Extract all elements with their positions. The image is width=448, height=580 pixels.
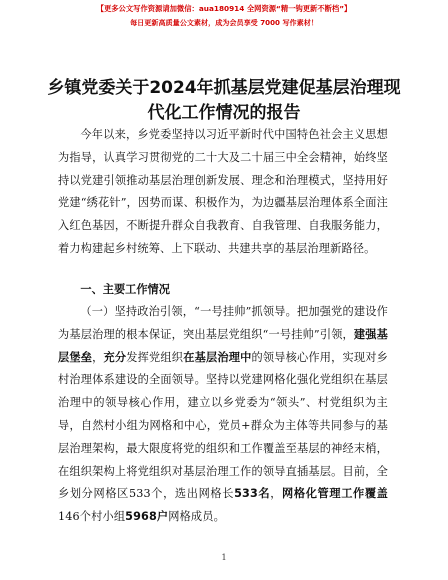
paragraph-text: （一）坚持政治引领，“一号挂帅”抓领导。把加强党的建设作为基层治理的根本保证，突出基层党组织“一号挂帅”引领， (58, 305, 388, 341)
bold-text: 在基层治理中 (183, 350, 252, 364)
promo-banner (0, 2, 448, 30)
paragraph-text: 146个村小组 (58, 510, 126, 524)
promo-banner-line1: 【更多公文写作资源请加微信：aua180914 全网资源“精一钩更新不断档”】 (96, 4, 352, 13)
paragraph-text: ， (270, 487, 283, 501)
paragraph-text: 发挥党组织 (126, 350, 184, 364)
bold-text: 5968户 (125, 510, 169, 524)
section-heading: 一、主要工作情况 (80, 283, 170, 296)
bold-text: 533名 (234, 487, 271, 501)
body-paragraph (58, 301, 388, 529)
paragraph-text: ， (92, 350, 104, 364)
bold-text: 网格化管理工作覆盖 (282, 487, 389, 501)
bold-text: 建强基层堡垒 (58, 327, 388, 364)
promo-banner-line2: 每日更新高质量公文素材，成为会员享受 7000 写作素材！ (130, 18, 318, 27)
paragraph-text: 533个，选出网格长 (128, 487, 235, 501)
paragraph-text: 的领导核心作用，实现对乡村治理体系建设的全面领导。坚持以党建网格化强化党组织在基层治理中的领导核心作用，建立以乡党委为“领头”、村党组织为主导，自然村小组为网格和中心，党员+群众为主体等共同参与的基层治理架构，最大限度将党的组织和工作覆盖至基层的神经末梢，在组织架构上将党组织对基层治理工作的领导直插基层。目前，全乡划分网格区 (58, 350, 388, 501)
page-number: 1 (221, 553, 227, 562)
paragraph-text: 网格成员。 (168, 510, 225, 524)
document-title (40, 76, 408, 126)
document-title-line2: 代化工作情况的报告 (147, 103, 301, 123)
bold-text: 充分 (103, 350, 127, 364)
intro-paragraph: 今年以来，乡党委坚持以习近平新时代中国特色社会主义思想为指导，认真学习贯彻党的二十大及二十届三中全会精神，始终坚持以党建引领推动基层治理创新发展、理念和治理模式，坚持用好党建“绣花针”，因势而谋、积极作为，为边疆基层治理体系全面注入红色基因，不断提升群众自我教育、自我管理、自我服务能力，着力构建起乡村统筹、上下联动、共建共享的基层治理新路径。 (58, 128, 388, 255)
document-title-line1: 乡镇党委关于2024年抓基层党建促基层治理现 (47, 78, 401, 98)
